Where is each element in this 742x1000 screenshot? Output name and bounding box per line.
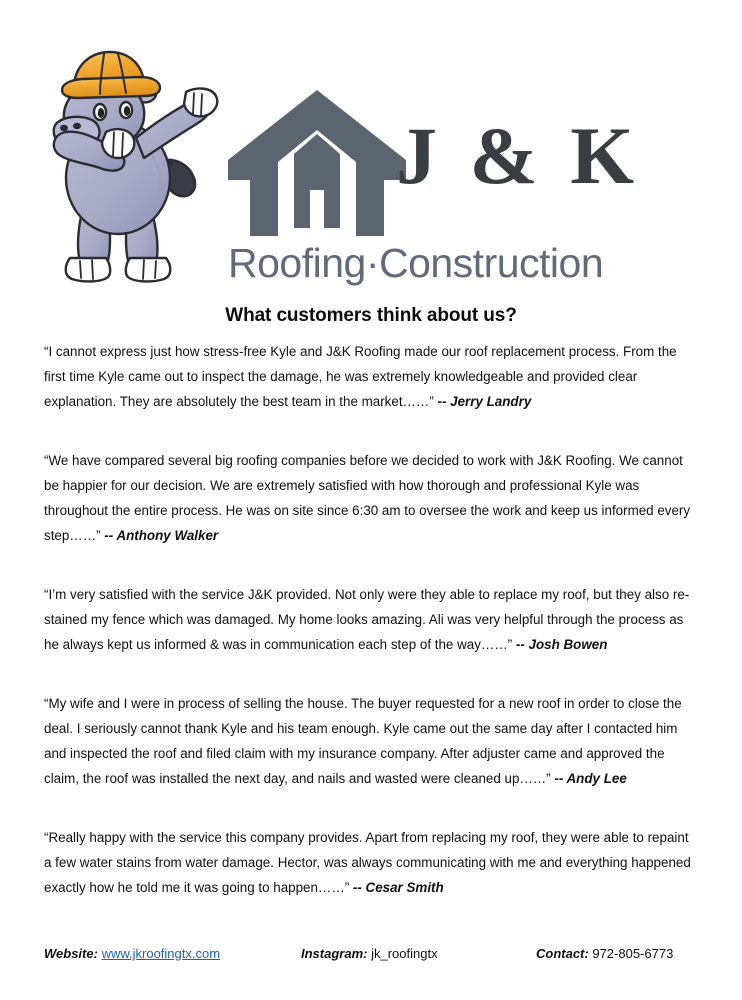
testimonial-attribution: -- Josh Bowen — [515, 637, 608, 652]
brand-name: J & K — [396, 110, 641, 201]
testimonial-body: “I’m very satisfied with the service J&K provided. Not only were they able to replace my roof, but they also re-stained my fence which was damaged. My home looks amazing. Ali was very helpful through the process as he always kept us informed & was in communication each step of the way……” — [44, 587, 690, 652]
testimonial-attribution: -- Jerry Landry — [437, 394, 532, 409]
testimonial-item — [44, 448, 699, 548]
testimonial-item — [44, 339, 699, 414]
brand-header — [0, 28, 742, 286]
testimonial-body: “Really happy with the service this company provides. Apart from replacing my roof, they were able to repaint a few water stains from water damage. Hector, was always communicating with me and everything happened exactly how he told me it was going to happen……” — [44, 830, 691, 895]
footer-instagram — [301, 944, 438, 964]
testimonial-item — [44, 825, 699, 900]
testimonial-body: “I cannot express just how stress-free Kyle and J&K Roofing made our roof replacement process. From the first time Kyle came out to inspect the damage, he was extremely knowledgeable and provided clear explanation. They are absolutely the best team in the market……” — [44, 344, 677, 409]
testimonial-body: “We have compared several big roofing companies before we decided to work with J&K Roofing. We cannot be happier for our decision. We are extremely satisfied with how thorough and professional Kyle was throughout the entire process. He was on site since 6:30 am to oversee the work and keep us informed every step……” — [44, 453, 691, 543]
testimonial-body: “My wife and I were in process of selling the house. The buyer requested for a new roof in order to close the deal. I seriously cannot thank Kyle and his team enough. Kyle came out the same day after I contacted him and inspected the roof and filed claim with my insurance company. After adjuster came and approved the claim, the roof was installed the next day, and nails and wasted were cleaned up……” — [44, 696, 682, 786]
website-label: Website: — [44, 946, 98, 961]
testimonial-list — [44, 339, 699, 900]
house-logo-icon — [228, 88, 406, 238]
mascot-hippo-icon — [44, 46, 224, 286]
footer-website — [44, 944, 220, 964]
testimonial-attribution: -- Andy Lee — [554, 771, 627, 786]
testimonial-item — [44, 582, 699, 657]
brand-wordmark — [228, 88, 678, 286]
testimonial-attribution: -- Anthony Walker — [104, 528, 219, 543]
testimonial-item — [44, 691, 699, 791]
brand-tagline: Roofing·Construction — [228, 240, 604, 286]
instagram-handle: jk_roofingtx — [371, 946, 438, 961]
footer-contact — [536, 944, 673, 964]
page-title: What customers think about us? — [225, 304, 517, 326]
website-link[interactable]: www.jkroofingtx.com — [101, 946, 221, 961]
contact-footer — [44, 944, 699, 968]
contact-label: Contact: — [536, 946, 589, 961]
instagram-label: Instagram: — [301, 946, 368, 961]
testimonial-attribution: -- Cesar Smith — [352, 880, 444, 895]
contact-phone: 972-805-6773 — [592, 946, 674, 961]
